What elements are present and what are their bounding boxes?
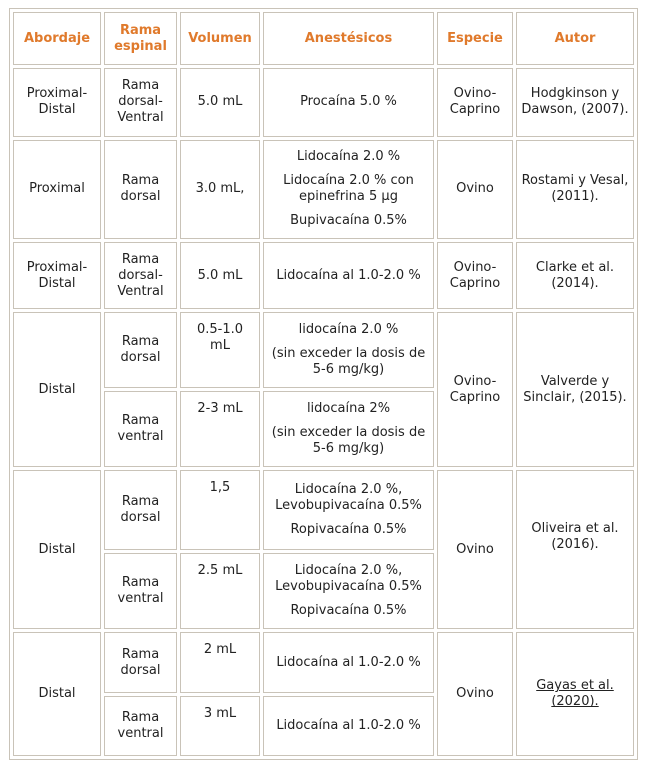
cell-volumen: 2 mL — [180, 632, 260, 692]
anestesico-item: Bupivacaína 0.5% — [290, 213, 407, 229]
header-rama: Rama espinal — [104, 12, 177, 65]
cell-autor: Rostami y Vesal, (2011). — [516, 140, 634, 239]
cell-abordaje: Proximal-Distal — [13, 242, 101, 309]
cell-rama: Rama dorsal-Ventral — [104, 242, 177, 309]
cell-anestesicos: Lidocaína al 1.0-2.0 % — [263, 632, 434, 692]
cell-rama: Rama dorsal — [104, 312, 177, 387]
cell-especie: Ovino-Caprino — [437, 68, 513, 136]
anestesico-item: Ropivacaína 0.5% — [290, 603, 407, 619]
cell-especie: Ovino — [437, 470, 513, 630]
table-row — [13, 68, 634, 136]
anestesico-item: lidocaína 2% — [306, 400, 391, 416]
cell-abordaje: Proximal-Distal — [13, 68, 101, 136]
cell-abordaje: Distal — [13, 470, 101, 630]
anestesico-item: Lidocaína 2.0 %, Levobupivacaína 0.5% — [275, 481, 422, 513]
cell-rama: Rama dorsal-Ventral — [104, 68, 177, 136]
autor-link[interactable]: Gayas et al. (2020). — [536, 678, 614, 710]
cell-volumen: 3 mL — [180, 696, 260, 756]
cell-autor — [516, 632, 634, 756]
table-row — [13, 140, 634, 239]
cell-anestesicos — [263, 140, 434, 239]
anestesico-item: Lidocaína 2.0 %, Levobupivacaína 0.5% — [275, 563, 422, 595]
table-row — [13, 242, 634, 309]
header-abordaje: Abordaje — [13, 12, 101, 65]
cell-anestesicos: Lidocaína al 1.0-2.0 % — [263, 696, 434, 756]
cell-autor: Clarke et al. (2014). — [516, 242, 634, 309]
anesthesia-table — [9, 8, 638, 760]
cell-volumen: 3.0 mL, — [180, 140, 260, 239]
anestesico-item: Lidocaína 2.0 % con epinefrina 5 µg — [283, 173, 414, 205]
cell-anestesicos — [263, 470, 434, 550]
cell-rama: Rama dorsal — [104, 632, 177, 692]
table-row — [13, 312, 634, 387]
cell-volumen: 2.5 mL — [180, 553, 260, 629]
anestesico-note: (sin exceder la dosis de 5-6 mg/kg) — [271, 424, 426, 456]
cell-especie: Ovino — [437, 632, 513, 756]
anestesico-item: Lidocaína 2.0 % — [296, 149, 401, 165]
cell-rama: Rama ventral — [104, 391, 177, 467]
header-especie: Especie — [437, 12, 513, 65]
header-row — [13, 12, 634, 65]
cell-especie: Ovino-Caprino — [437, 242, 513, 309]
header-volumen: Volumen — [180, 12, 260, 65]
cell-anestesicos — [263, 391, 434, 467]
cell-volumen: 2-3 mL — [180, 391, 260, 467]
cell-rama: Rama dorsal — [104, 470, 177, 550]
cell-anestesicos — [263, 553, 434, 629]
table-row — [13, 470, 634, 550]
header-autor: Autor — [516, 12, 634, 65]
cell-volumen: 0.5-1.0 mL — [180, 312, 260, 387]
cell-autor: Hodgkinson y Dawson, (2007). — [516, 68, 634, 136]
cell-rama: Rama ventral — [104, 696, 177, 756]
cell-anestesicos: Procaína 5.0 % — [263, 68, 434, 136]
cell-rama: Rama ventral — [104, 553, 177, 629]
cell-rama: Rama dorsal — [104, 140, 177, 239]
cell-abordaje: Proximal — [13, 140, 101, 239]
anestesico-note: (sin exceder la dosis de 5-6 mg/kg) — [271, 346, 426, 378]
cell-abordaje: Distal — [13, 632, 101, 756]
cell-volumen: 5.0 mL — [180, 68, 260, 136]
cell-especie: Ovino — [437, 140, 513, 239]
header-anestesicos: Anestésicos — [263, 12, 434, 65]
cell-especie: Ovino-Caprino — [437, 312, 513, 467]
cell-abordaje: Distal — [13, 312, 101, 467]
cell-volumen: 1,5 — [180, 470, 260, 550]
cell-anestesicos: Lidocaína al 1.0-2.0 % — [263, 242, 434, 309]
table-row — [13, 632, 634, 692]
anestesico-item: lidocaína 2.0 % — [298, 322, 399, 338]
cell-autor: Valverde y Sinclair, (2015). — [516, 312, 634, 467]
cell-volumen: 5.0 mL — [180, 242, 260, 309]
cell-autor: Oliveira et al. (2016). — [516, 470, 634, 630]
anestesico-item: Ropivacaína 0.5% — [290, 521, 407, 537]
cell-anestesicos — [263, 312, 434, 387]
